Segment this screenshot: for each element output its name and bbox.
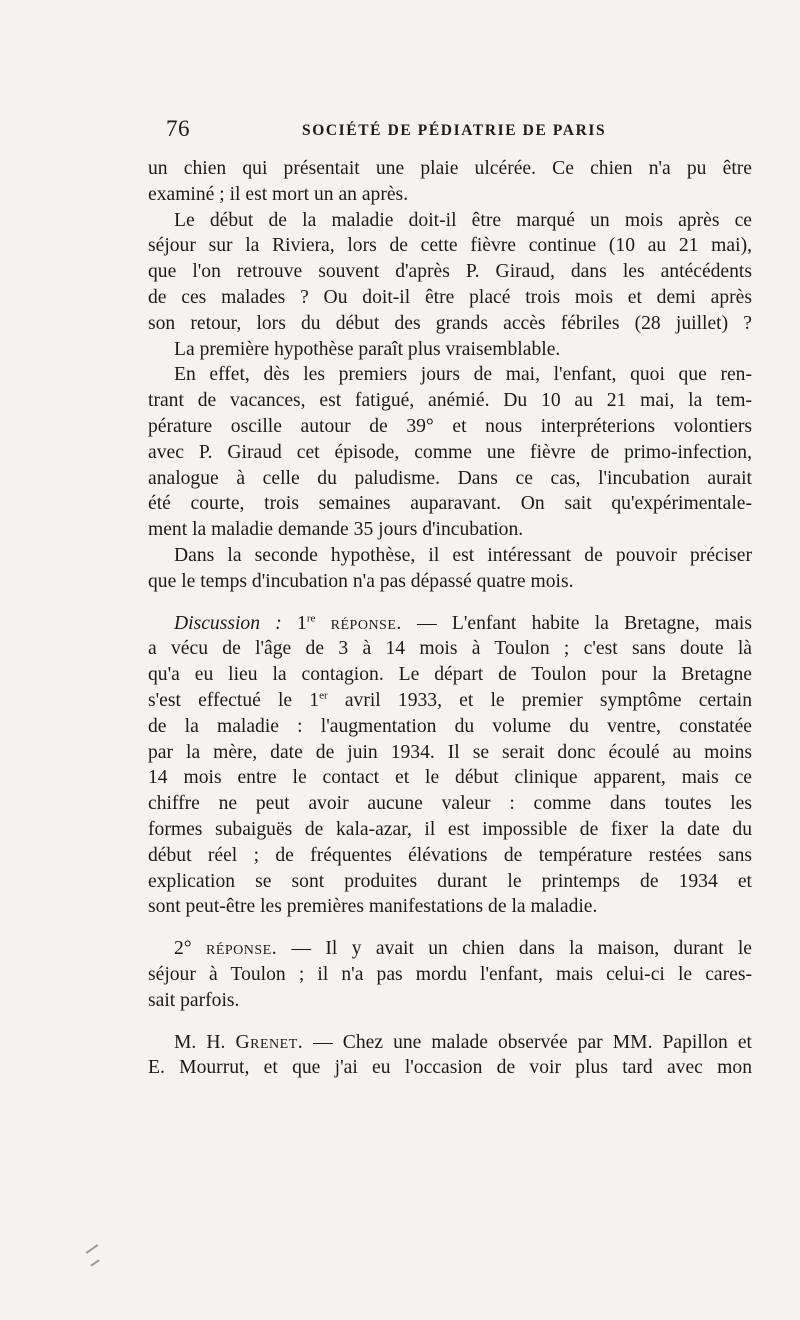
page-header (166, 116, 756, 146)
speaker-line (148, 1030, 752, 1056)
ordinal-suffix: er (319, 689, 328, 702)
text-line: de ces malades ? Ou doit-il être placé trois mois et demi après (148, 286, 752, 308)
text-line: séjour sur la Riviera, lors de cette fièvre continue (10 au 21 mai), (148, 235, 752, 257)
speaker-text: — Chez une malade observée par MM. Papillon et (313, 1031, 752, 1053)
answer-label: réponse. (205, 938, 278, 960)
answer-text: — Il y avait un chien dans la maison, durant le (291, 938, 753, 960)
page-number: 76 (166, 116, 190, 141)
text-line: E. Mourrut, et que j'ai eu l'occasion de voir plus tard avec mon (148, 1057, 752, 1079)
paragraph-gap (148, 920, 752, 936)
text-line: ment la maladie demande 35 jours d'incubation. (148, 519, 524, 541)
text-line: séjour à Toulon ; il n'a pas mordu l'enfant, mais celui-ci le cares- (148, 963, 752, 985)
discussion-label: Discussion : (174, 612, 282, 634)
answer-number: 2° (174, 938, 192, 960)
answer-number: 1 (297, 612, 307, 634)
text-line: de la maladie : l'augmentation du volume du ventre, constatée (148, 715, 752, 737)
text-line: début réel ; de fréquentes élévations de température restées sans (148, 844, 752, 866)
text-line: analogue à celle du paludisme. Dans ce cas, l'incubation aurait (148, 467, 752, 489)
paragraph-gap (148, 595, 752, 611)
second-answer-line (148, 936, 752, 962)
text-line: En effet, dès les premiers jours de mai, l'enfant, quoi que ren- (174, 364, 752, 386)
text-line: sait parfois. (148, 989, 240, 1011)
text-line: chiffre ne peut avoir aucune valeur : comme dans toutes les (148, 793, 752, 815)
text-line: sont peut-être les premières manifestations de la maladie. (148, 896, 598, 918)
scan-speck (90, 1259, 99, 1266)
text-line: formes subaiguës de kala-azar, il est impossible de fixer la date du (148, 818, 752, 840)
scan-speck (86, 1244, 99, 1254)
text-line (148, 688, 752, 714)
answer-number-suffix: re (306, 612, 316, 625)
date-text: s'est effectué le 1 (148, 689, 320, 711)
text-line: 14 mois entre le contact et le début clinique apparent, mais ce (148, 767, 752, 789)
text-line: un chien qui présentait une plaie ulcérée. Ce chien n'a pu être (148, 158, 752, 179)
text-line: trant de vacances, est fatigué, anémié. Du 10 au 21 mai, la tem- (148, 390, 752, 412)
text-line: par la mère, date de juin 1934. Il se serait donc écoulé au moins (148, 741, 752, 763)
text-line: été courte, trois semaines auparavant. On sait qu'expérimentale- (148, 493, 752, 515)
text-line: son retour, lors du début des grands accès fébriles (28 juillet) ? (148, 312, 752, 334)
text-line: qu'a eu lieu la contagion. Le départ de Toulon pour la Bretagne (148, 664, 752, 686)
speaker-prefix: M. H. (174, 1031, 226, 1053)
text-line: que l'on retrouve souvent d'après P. Giraud, dans les antécédents (148, 261, 752, 283)
running-head: SOCIÉTÉ DE PÉDIATRIE DE PARIS (302, 122, 607, 139)
text-line: Dans la seconde hypothèse, il est intéressant de pouvoir préciser (174, 544, 752, 566)
text-line: que le temps d'incubation n'a pas dépassé quatre mois. (148, 570, 574, 592)
text-line: examiné ; il est mort un an après. (148, 183, 409, 205)
date-continuation: avril 1933, et le premier symptôme certain (327, 689, 752, 711)
discussion-heading-line (148, 611, 752, 637)
answer-label: réponse. (330, 612, 402, 634)
text-line: explication se sont produites durant le printemps de 1934 et (148, 870, 752, 892)
speaker-name: Grenet. (235, 1031, 304, 1053)
text-line: a vécu de l'âge de 3 à 14 mois à Toulon ; c'est sans doute là (148, 638, 752, 660)
text-line: avec P. Giraud cet épisode, comme une fièvre de primo-infection, (148, 441, 752, 463)
paragraph-gap (148, 1014, 752, 1030)
text-line: Le début de la maladie doit-il être marqué un mois après ce (174, 209, 752, 231)
text-line: pérature oscille autour de 39° et nous interpréterions volontiers (148, 415, 752, 437)
body-text (148, 156, 752, 1081)
text-line: La première hypothèse paraît plus vraisemblable. (174, 338, 561, 360)
answer-text: — L'enfant habite la Bretagne, mais (417, 612, 753, 634)
